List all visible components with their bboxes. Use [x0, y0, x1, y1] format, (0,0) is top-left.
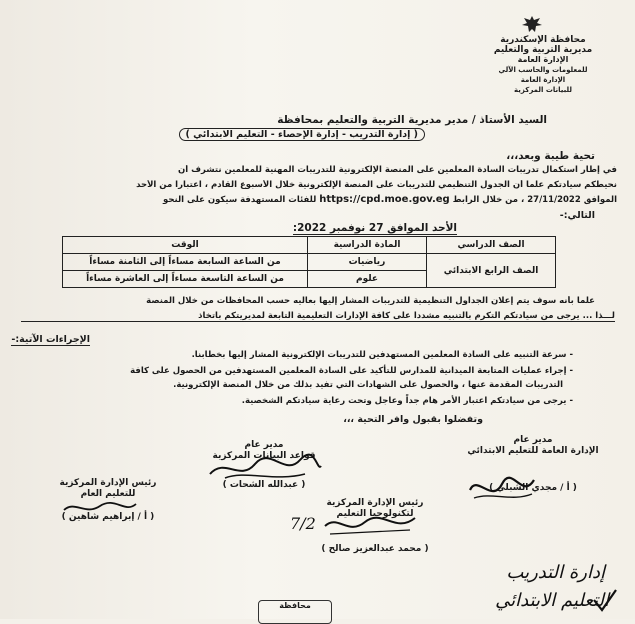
letterhead-line: مديرية التربية والتعليم: [493, 45, 593, 55]
signature-name: ( أ / إبراهيم شاهين ): [61, 512, 155, 522]
grade-cell: الصف الرابع الابتدائي: [427, 254, 556, 288]
procedure-item: - سرعة التنبيه على السادة المعلمين المستهدفين للتدريبات الإلكترونية المشار إليها بخطابنا.: [192, 350, 573, 360]
letterhead-line: للمعلومات والحاسب الآلي: [498, 66, 588, 74]
handwritten-note-line: التعليم الابتدائي: [495, 590, 609, 611]
handwritten-signature-icon: [320, 512, 420, 538]
greeting: تحية طيبة وبعد،،،: [506, 150, 595, 162]
procedure-item: - إجراء عمليات المتابعة الميدانية للمدارس للتأكيد على السادة المعلمين المستهدفين من الحصول على كافة: [130, 366, 573, 376]
letterhead: [488, 35, 598, 95]
subject-cell: علوم: [308, 271, 427, 288]
header-time: الوقت: [63, 237, 308, 254]
signature-title: مدير عام: [513, 435, 553, 445]
handwritten-date: 7/2: [290, 514, 316, 533]
letterhead-line: الإدارة العامة: [517, 55, 569, 64]
signature-org: لتكنولوجيا التعليم: [336, 509, 414, 519]
procedure-item: التدريبات المقدمة عنها ، والحصول على الشهادات التي تفيد بذلك من خلال المنصة الإلكترونية.: [173, 380, 563, 390]
addressee: السيد الأستاذ / مدير مديرية التربية والتعليم بمحافظة: [277, 114, 547, 126]
platform-link[interactable]: https://cpd.moe.gov.eg: [319, 194, 450, 205]
signature-title: رئيس الإدارة المركزية: [59, 478, 157, 488]
subject-cell: رياضيات: [308, 254, 427, 271]
body-line: [21, 194, 617, 205]
table-row: [63, 254, 556, 271]
eagle-emblem-icon: [521, 14, 543, 34]
header-subject: المادة الدراسية: [308, 237, 427, 254]
signature-name: ( أ / مجدي الشبلي ): [489, 483, 577, 493]
letterhead-line: الإدارة العامة: [520, 76, 566, 84]
body-line: نحيطكم سيادتكم علماً أن الجدول التنظيمي للتدريبات على المنصة الإلكترونية خلال الأسبوع القادم ، اعتباراً من الأحد: [136, 180, 617, 190]
handwritten-signature-icon: [462, 470, 542, 506]
body-line-end: للفئات المستهدفة سيكون على النحو: [163, 195, 317, 205]
department-line: ( إدارة التدريب - إدارة الإحصاء - التعليم الابتدائي ): [179, 128, 425, 141]
schedule-table: [62, 236, 556, 288]
request-line: - يرجى من سيادتكم اعتبار الأمر هام جداً وعاجل وتحت رعاية سيادتكم الشخصية.: [242, 396, 573, 406]
signature-org: قواعد البيانات المركزية: [212, 451, 316, 461]
note-line: علماً بأنه سوف يتم إعلان الجداول التنظيمية للتدريبات المشار إليها بعاليه حسب المحافظات من خلال المنصة: [146, 296, 595, 306]
time-cell: من الساعة التاسعة مساءاً إلى العاشرة مساءاً: [63, 271, 308, 288]
signature-title: مدير عام: [244, 440, 284, 450]
letterhead-line: للبيانات المركزية: [514, 86, 572, 94]
body-line: في إطار استكمال تدريبات السادة المعلمين على المنصة الإلكترونية للتدريبات المهنية للمعلمين نتشرف أن: [177, 165, 617, 175]
stamp-text: محافظة: [279, 601, 311, 610]
header-grade: الصف الدراسي: [427, 237, 556, 254]
signature-title: رئيس الإدارة المركزية: [326, 498, 424, 508]
body-date: الموافق 27/11/2022 ، من خلال الرابط: [452, 195, 617, 205]
signature-name: ( عبدالله الشحات ): [222, 480, 306, 490]
handwritten-note-line: إدارة التدريب: [506, 562, 605, 583]
signature-org: الإدارة العامة للتعليم الابتدائي: [467, 446, 599, 456]
time-cell: من الساعة السابعة مساءاً إلى الثامنة مساءاً: [63, 254, 308, 271]
signature-name: ( محمد عبدالعزيز صالح ): [321, 544, 429, 554]
signature-org: للتعليم العام: [80, 489, 136, 499]
letterhead-line: محافظة الإسكندرية: [500, 35, 586, 45]
checkmark-icon: [590, 586, 620, 616]
bottom-stamp: [258, 600, 332, 624]
table-header-row: [63, 237, 556, 254]
schedule-date-heading: الأحد الموافق 27 نوفمبر 2022:: [292, 222, 457, 234]
handwritten-signature-icon: [205, 452, 325, 484]
body-line: التالي:-: [559, 210, 595, 221]
closing-line: وتفضلوا بقبول وافر التحية ،،،: [343, 414, 483, 425]
handwritten-signature-icon: [60, 498, 140, 518]
procedures-heading: الإجراءات الآتية:-: [11, 334, 90, 345]
note-line: لـــذا ... يرجى من سيادتكم التكرم بالتنبيه مشدداً على كافة الإدارات التعليمية التابعة لمديريتكم باتخاذ: [21, 311, 615, 322]
